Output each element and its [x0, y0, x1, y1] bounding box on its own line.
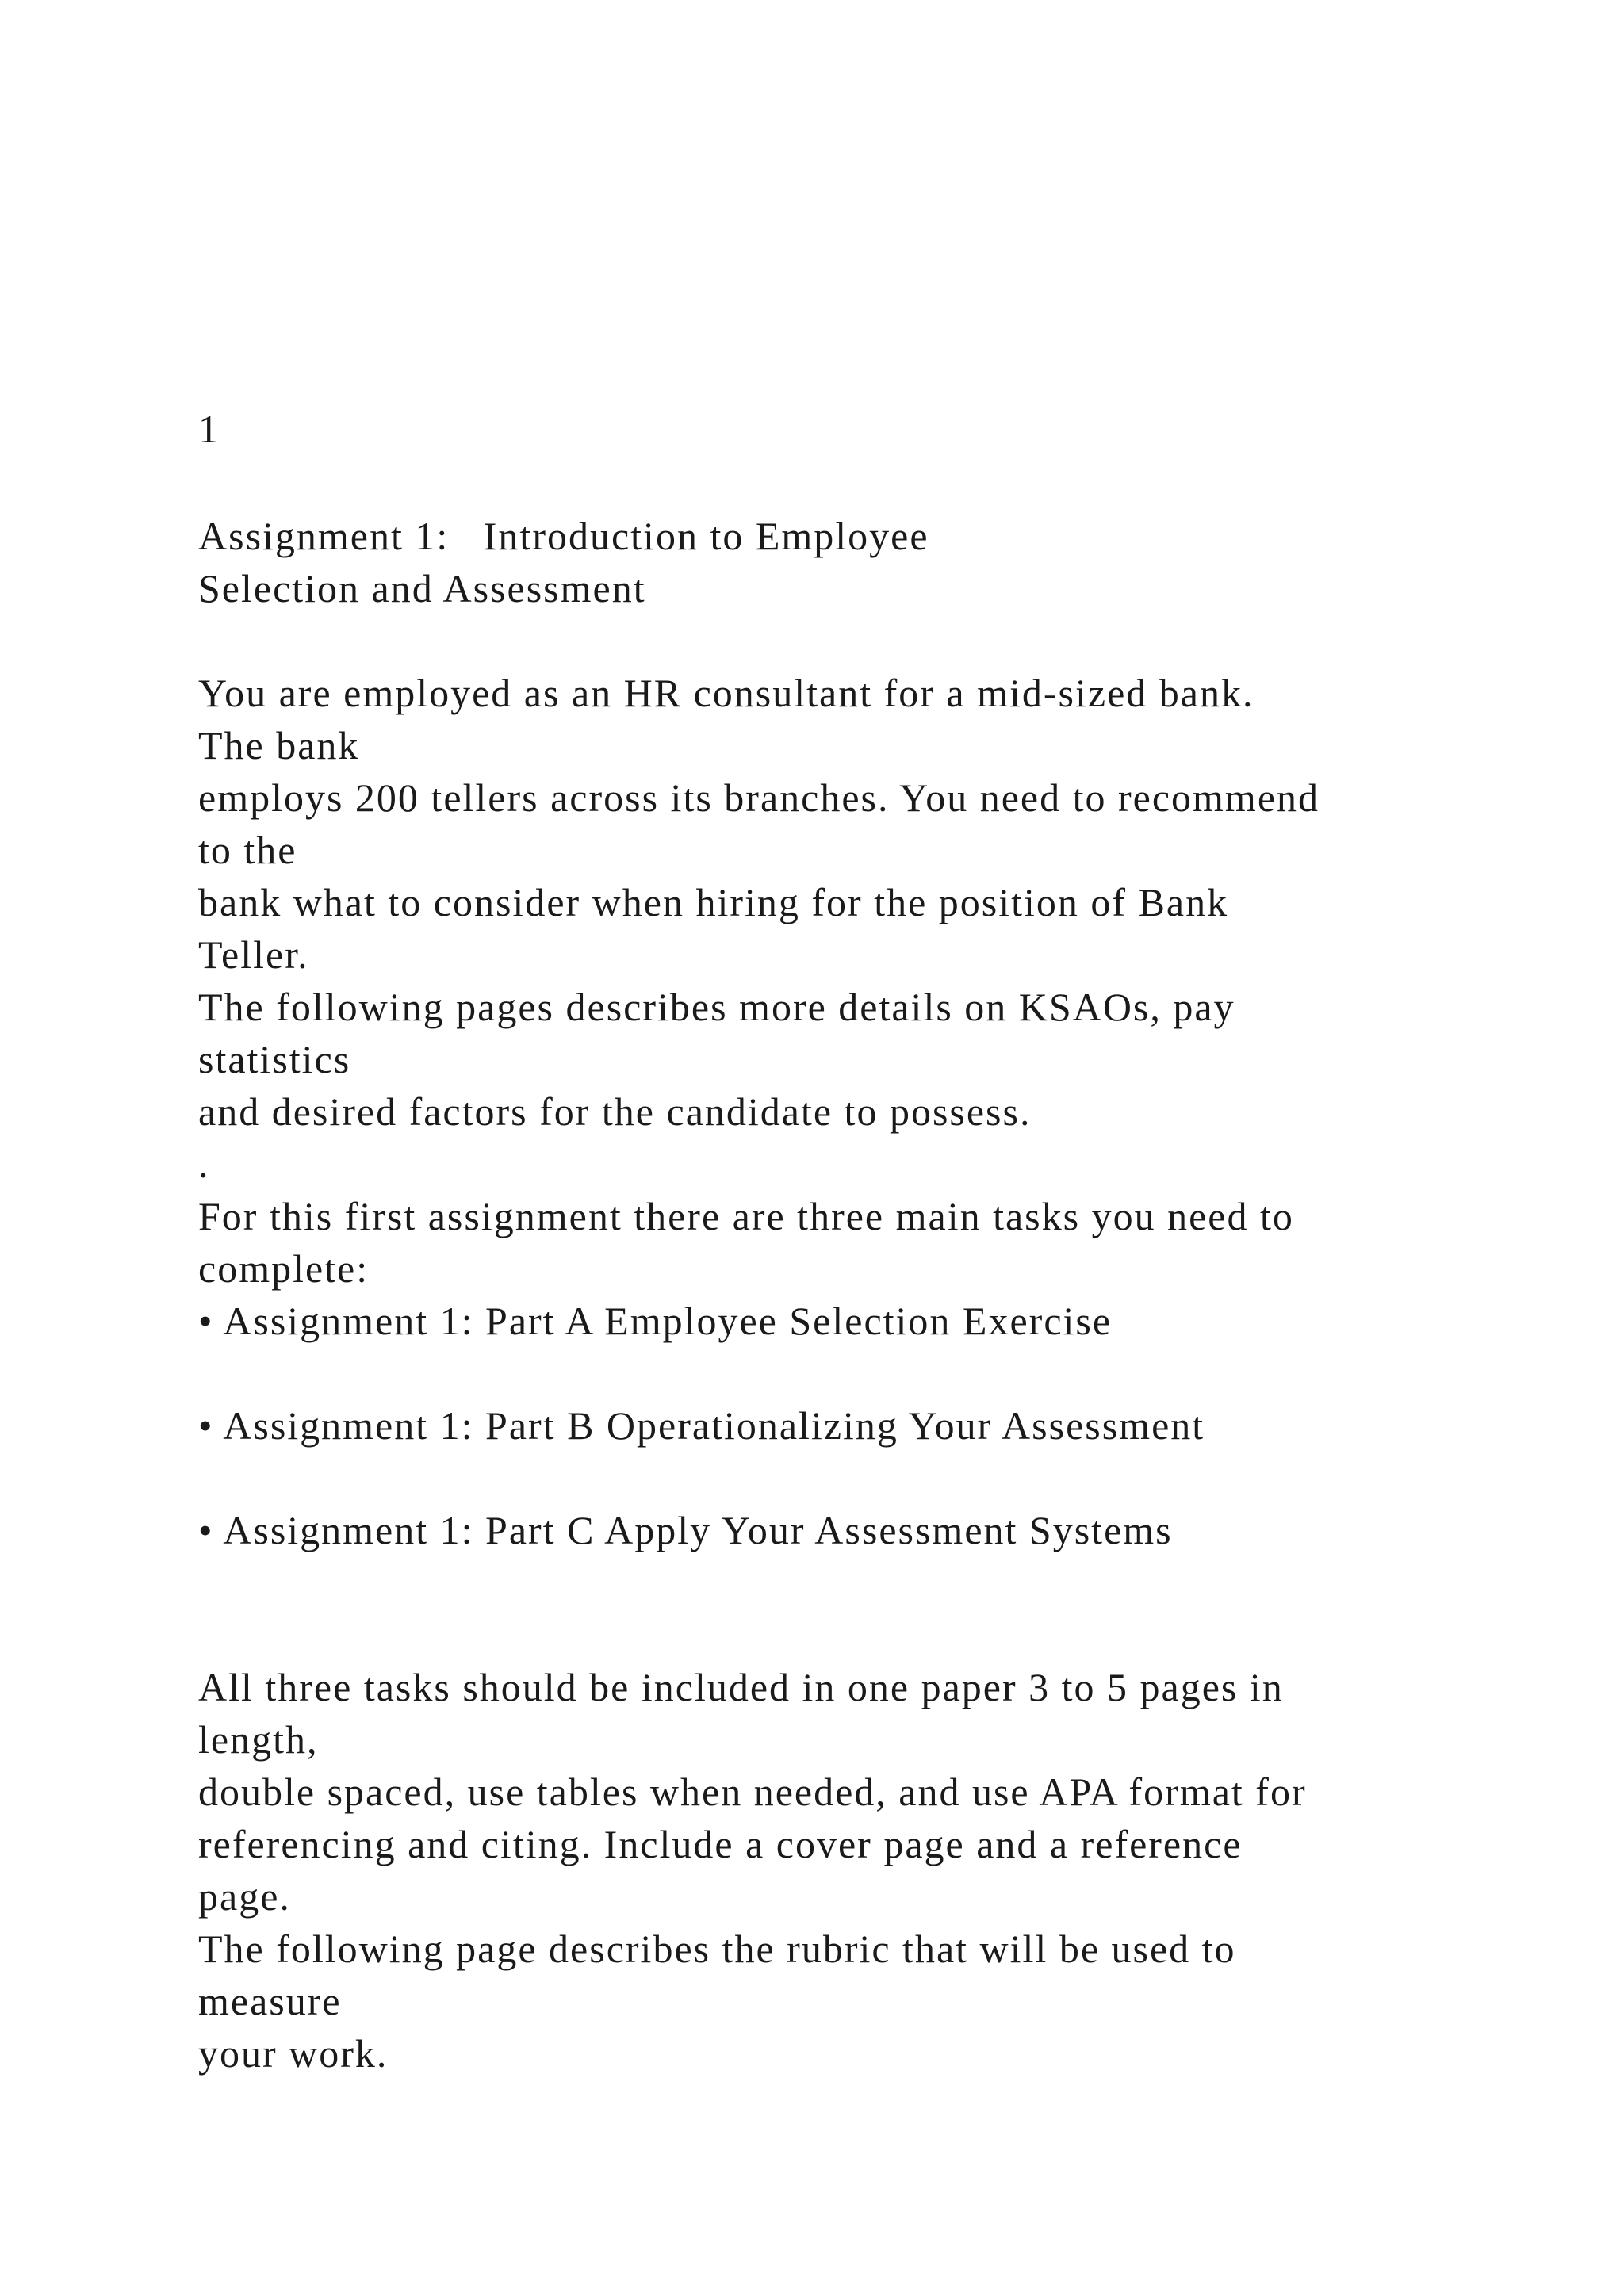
task-item-part-c: • Assignment 1: Part C Apply Your Assessment Systems [198, 1508, 1173, 1552]
title-line-2: Selection and Assessment [198, 566, 646, 610]
requirements-line-2: length, [198, 1717, 319, 1762]
intro-line-4: to the [198, 828, 297, 872]
requirements-line-5: page. [198, 1874, 291, 1919]
intro-line-2: The bank [198, 723, 360, 767]
tasks-intro-line-1: For this first assignment there are three main tasks you need to [198, 1194, 1294, 1238]
requirements-line-1: All three tasks should be included in one paper 3 to 5 pages in [198, 1665, 1284, 1709]
requirements-line-3: double spaced, use tables when needed, and use APA format for [198, 1770, 1307, 1814]
requirements-line-8: your work. [198, 2031, 389, 2076]
requirements-line-4: referencing and citing. Include a cover page and a reference [198, 1822, 1243, 1866]
intro-line-9: and desired factors for the candidate to possess. [198, 1089, 1032, 1134]
task-item-part-a: • Assignment 1: Part A Employee Selection Exercise [198, 1299, 1113, 1343]
intro-line-7: The following pages describes more details on KSAOs, pay [198, 985, 1235, 1029]
page-number: 1 [198, 407, 220, 451]
requirements-line-7: measure [198, 1979, 342, 2023]
task-item-part-b: • Assignment 1: Part B Operationalizing Your Assessment [198, 1403, 1205, 1448]
intro-line-10: . [198, 1142, 210, 1186]
tasks-intro-line-2: complete: [198, 1246, 370, 1291]
intro-line-1: You are employed as an HR consultant for a mid-sized bank. [198, 671, 1254, 715]
intro-line-6: Teller. [198, 932, 309, 977]
intro-line-3: employs 200 tellers across its branches. You need to recommend [198, 775, 1320, 820]
intro-line-5: bank what to consider when hiring for the position of Bank [198, 880, 1229, 924]
title-line-1: Assignment 1: Introduction to Employee [198, 514, 929, 558]
requirements-line-6: The following page describes the rubric that will be used to [198, 1927, 1236, 1971]
intro-line-8: statistics [198, 1037, 351, 1081]
